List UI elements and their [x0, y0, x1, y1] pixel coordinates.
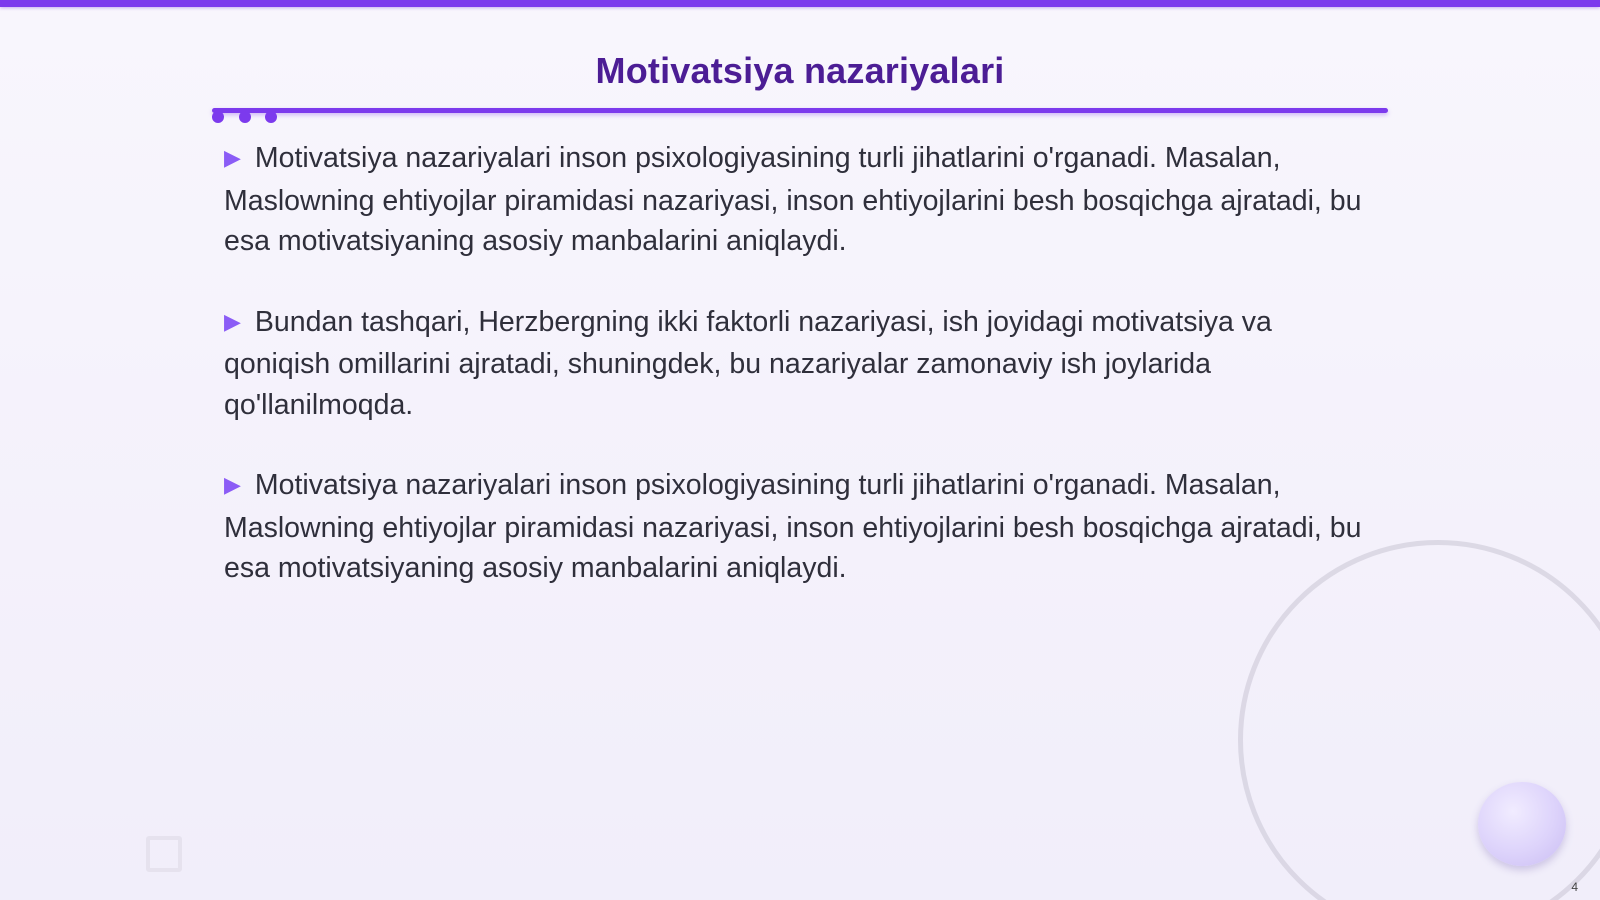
bullet-list	[224, 138, 1374, 629]
bullet-item	[224, 465, 1374, 589]
bullet-text: Motivatsiya nazariyalari inson psixologiyasining turli jihatlarini o'rganadi. Masalan, Maslowning ehtiyojlar piramidasi nazariyasi, inson ehtiyojlarini besh bosqichga ajratadi, bu esa motivatsiyaning asosiy manbalarini aniqlaydi.	[224, 142, 1362, 257]
triangle-bullet-icon: ▶	[224, 308, 241, 334]
slide-number: 4	[1571, 880, 1578, 894]
decorative-dot	[212, 111, 224, 123]
triangle-bullet-icon: ▶	[224, 145, 241, 170]
decorative-dot	[265, 111, 277, 123]
decorative-square	[146, 836, 182, 872]
slide-title: Motivatsiya nazariyalari	[595, 50, 1005, 91]
decorative-sphere	[1478, 782, 1566, 866]
bullet-item	[224, 302, 1374, 426]
bullet-item	[224, 138, 1374, 262]
title-underline	[212, 108, 1388, 113]
triangle-bullet-icon: ▶	[224, 472, 241, 497]
decorative-dot	[239, 111, 251, 123]
bullet-text: Motivatsiya nazariyalari inson psixologiyasining turli jihatlarini o'rganadi. Masalan, Maslowning ehtiyojlar piramidasi nazariyasi, inson ehtiyojlarini besh bosqichga ajratadi, bu esa motivatsiyaning asosiy manbalarini aniqlaydi.	[224, 469, 1362, 584]
bullet-text: Bundan tashqari, Herzbergning ikki faktorli nazariyasi, ish joyidagi motivatsiya va qoniqish omillarini ajratadi, shuningdek, bu nazariyalar zamonaviy ish joylarida qo'llanilmoqda.	[224, 305, 1272, 421]
top-accent-bar	[0, 0, 1600, 7]
